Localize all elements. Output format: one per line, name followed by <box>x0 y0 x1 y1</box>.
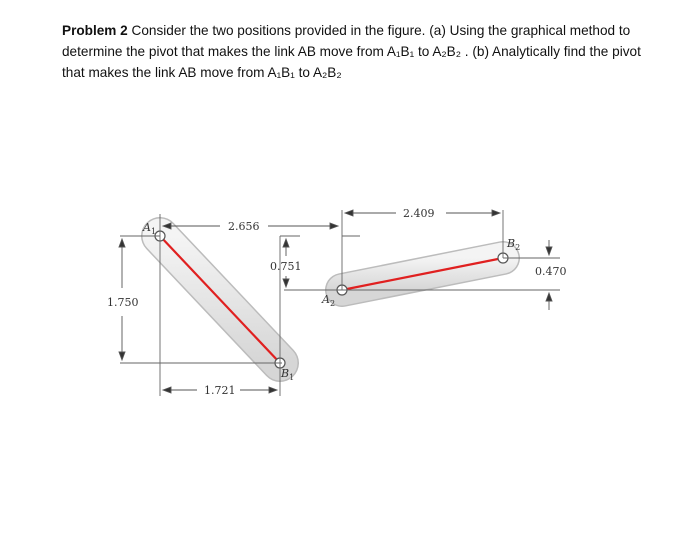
label-a2: $A_2$ <box>322 293 336 308</box>
problem-text: Consider the two positions provided in the figure. (a) Using the graphical method to determine the pivot that makes the link AB move from A₁B₁ to A₂B₂ . (b) Analytically find the pivot that makes the link AB move from A₁B₁ to A₂B₂ <box>62 23 641 80</box>
label-b1: $B_1$ <box>281 367 295 382</box>
dim-1721: 1.721 <box>204 384 236 397</box>
label-a1: $A_1$ <box>143 221 157 236</box>
dim-2656: 2.656 <box>228 220 260 233</box>
label-b2: $B_2$ <box>507 237 521 252</box>
link-a1b1 <box>160 236 280 363</box>
dim-0470: 0.470 <box>535 265 567 278</box>
problem-label: Problem 2 <box>62 23 128 38</box>
dim-2409: 2.409 <box>403 207 435 220</box>
dim-1750: 1.750 <box>107 296 139 309</box>
dim-0751: 0.751 <box>270 260 302 273</box>
